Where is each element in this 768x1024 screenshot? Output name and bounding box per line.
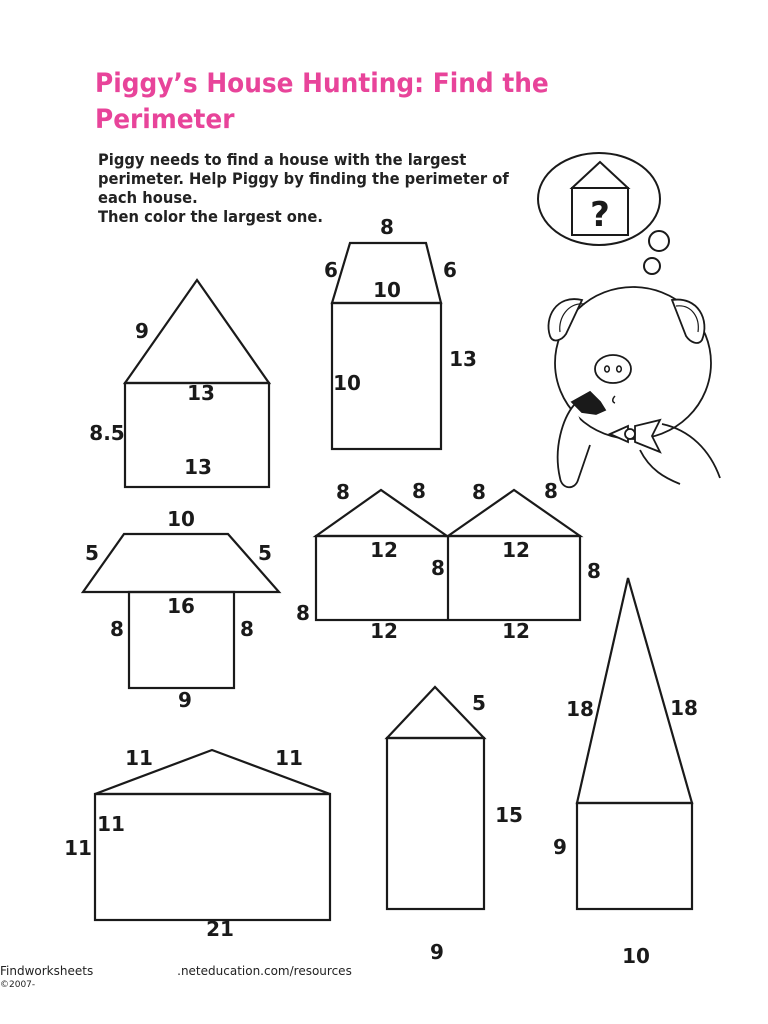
instruction-line: Piggy needs to find a house with the largest: [98, 150, 467, 169]
house-5-body: [95, 794, 330, 920]
house-3-roof-top-label: 10: [167, 507, 195, 531]
house-7-roof: [577, 578, 692, 803]
house-6: [387, 687, 484, 909]
house-1-base-label: 13: [184, 455, 212, 479]
house-6-wall-right-label: 15: [495, 803, 523, 827]
question-mark: ?: [590, 195, 610, 235]
house-7-roof-right-label: 18: [670, 696, 698, 720]
house-5-roof-left-label: 11: [125, 746, 153, 770]
house-4-roof-label: 8: [412, 479, 426, 503]
house-4: [316, 490, 580, 620]
house-4-base-label: 12: [502, 619, 530, 643]
piggy-illustration: [548, 287, 720, 487]
house-4-roof-label: 8: [472, 480, 486, 504]
house-4-wall-right-label: 8: [587, 559, 601, 583]
house-1-roof-base-label: 13: [187, 381, 215, 405]
house-4-roof-label: 8: [336, 480, 350, 504]
house-3-roof-base-label: 16: [167, 594, 195, 618]
house-5-inner-wall-label: 11: [97, 812, 125, 836]
house-3-roof-left-label: 5: [85, 541, 99, 565]
house-3-wall-right-label: 8: [240, 617, 254, 641]
house-6-base-label: 9: [430, 940, 444, 964]
house-2-roof-right-label: 6: [443, 258, 457, 282]
house-7-body: [577, 803, 692, 909]
house-3-roof-right-label: 5: [258, 541, 272, 565]
footer: [0, 964, 420, 992]
house-2-roof-base-label: 10: [373, 278, 401, 302]
house-3-base-label: 9: [178, 688, 192, 712]
house-2-wall-left-label: 10: [333, 371, 361, 395]
house-4-base-label: 12: [370, 619, 398, 643]
instruction-line: perimeter. Help Piggy by finding the perimeter of: [98, 169, 509, 188]
instruction-line: each house.: [98, 188, 198, 207]
house-4-wall-left-label: 8: [296, 601, 310, 625]
house-6-roof-label: 5: [472, 691, 486, 715]
house-6-body: [387, 738, 484, 909]
instruction-line: Then color the largest one.: [98, 207, 323, 226]
house-4-roof-right: [448, 490, 580, 536]
footer-copyright: ©2007-: [0, 980, 36, 990]
house-2-roof-left-label: 6: [324, 258, 338, 282]
house-4-roof-label: 8: [544, 479, 558, 503]
house-6-roof: [387, 687, 484, 738]
house-2-roof-top-label: 8: [380, 215, 394, 239]
house-3-roof: [83, 534, 279, 592]
footer-source: Findworksheets .neteducation.com/resources: [0, 964, 352, 978]
house-1-wall-label: 8.5: [89, 421, 125, 445]
house-4-middle-wall-label: 8: [431, 556, 445, 580]
house-5: [95, 750, 330, 920]
page-title: Piggy’s House Hunting: Find the Perimeter: [95, 68, 549, 135]
house-7-wall-left-label: 9: [553, 835, 567, 859]
house-5-wall-left-label: 11: [64, 836, 92, 860]
bubble-house-roof: [572, 162, 628, 188]
house-1-roof-side-label: 9: [135, 319, 149, 343]
house-5-base-label: 21: [206, 917, 234, 941]
house-7-roof-left-label: 18: [566, 697, 594, 721]
house-7: [577, 578, 692, 909]
house-7-base-label: 10: [622, 944, 650, 968]
house-2-wall-right-label: 13: [449, 347, 477, 371]
house-5-roof-right-label: 11: [275, 746, 303, 770]
house-3-wall-left-label: 8: [110, 617, 124, 641]
house-4-roof-base-label: 12: [370, 538, 398, 562]
house-4-roof-base-label: 12: [502, 538, 530, 562]
house-2: [332, 243, 441, 449]
